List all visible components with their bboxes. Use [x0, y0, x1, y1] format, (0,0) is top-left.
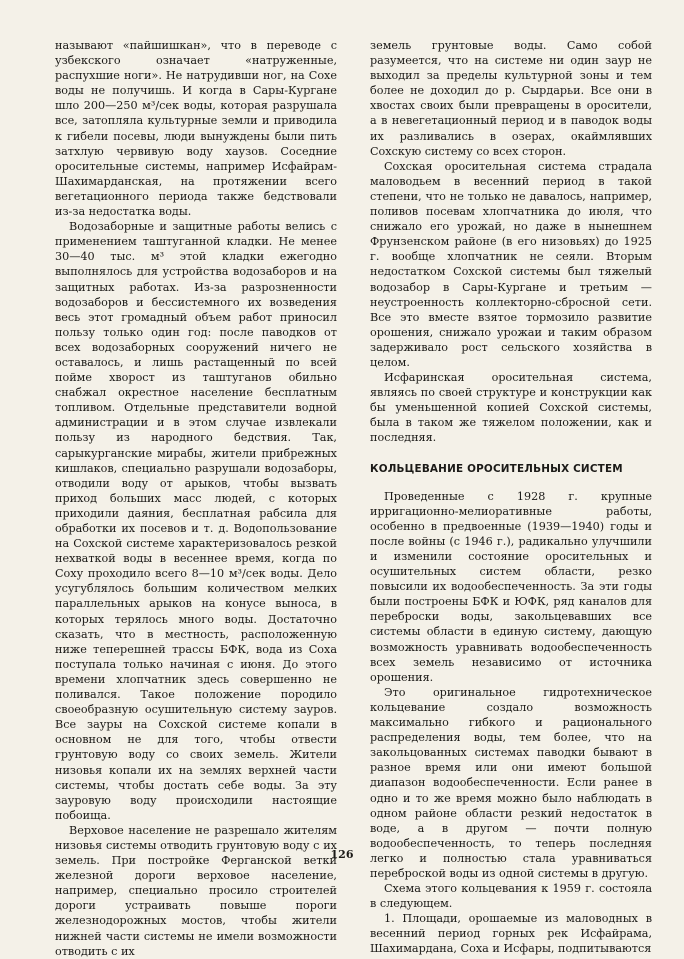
paragraph: Проведенные с 1928 г. крупные ирригационно-мелиоративные работы, особенно в предвоенные (1939—1940) годы и после войны (с 1946 г.), радикально улучшили и изменили состояние оросительных и осушительных систем области, резко повысили их водообеспеченность. За эти годы были построены БФК и ЮФК, ряд каналов для переброски воды, закольцевавших все системы области в единую систему, дающую возможность уравнивать водообеспеченность всех земель независимо от источника орошения.: [370, 489, 652, 684]
paragraph: Водозаборные и защитные работы велись с применением таштуганной кладки. Не менее 30—40 тыс. м³ этой кладки ежегодно выполнялось для устройства водозаборов и на защитных работах. Из-за разрозненности водозаборов и бессистемного их возведения весь этот громадный объем работ приносил пользу только один год: после паводков от всех водозаборных сооружений ничего не оставалось, и лишь растащенный по всей пойме хворост из таштуганов обильно снабжал окрестное население бесплатным топливом. Отдельные представители водной администрации и в этом случае извлекали пользу из народного бедствия. Так, сарыкурганские мирабы, жители прибрежных кишлаков, специально разрушали водозаборы, отводили воду от арыков, чтобы вызвать приход больших масс людей, с которых приходили даяния, бесплатная рабсила для обработки их посевов и т. д. Водопользование на Сохской системе характеризовалось резкой нехваткой воды в весеннее время, когда по Соху проходило всего 8—10 м³/сек воды. Дело усугублялось большим количеством мелких параллельных арыков на конусе выноса, в которых терялось много воды. Достаточно сказать, что в местность, расположенную ниже теперешней трассы БФК, вода из Соха поступала только начиная с июня. До этого времени хлопчатник здесь совершенно не поливался. Такое положение породило своеобразную осушительную систему зауров. Все зауры на Сохской системе копали в основном не для того, чтобы отвести грунтовую воду со своих земель. Жители низовья копали их на землях верхней части системы, чтобы достать себе воды. За эту зауровую воду происходили настоящие побоища.: [55, 220, 337, 822]
paragraph: называют «пайшишкан», что в переводе с узбекского означает «натруженные, распухшие ноги». Не натрудивши ног, на Сохе воды не получишь. И когда в Сары-Кургане шло 200—250 м³/сек воды, которая разрушала все, затопляла культурные земли и приводила к гибели посевы, люди вынуждены были пить затхлую червивую воду хаузов. Соседние оросительные системы, например Исфайрам-Шахимарданская, на протяжении всего вегетационного периода также бедствовали из-за недостатка воды.: [55, 39, 337, 219]
paragraph: Это оригинальное гидротехническое кольцевание создало возможность максимально гибкого и рационального распределения воды, тем более, что на закольцованных системах паводки бывают в разное время или они имеют большой диапазон водообеспеченности. Если ранее в одно и то же время можно было наблюдать в одном районе области резкий недостаток в воде, а в другом — почти полную водообеспеченность, то теперь последняя легко и полностью стала уравниваться переброской воды из одной системы в другую.: [370, 685, 652, 880]
left-column: [55, 38, 337, 959]
paragraph: Верховое население не разрешало жителям низовья системы отводить грунтовую воду с их земель. При постройке Ферганской ветки железной дороги верховое население, например, специально просило строителей дороги устраивать повыше пороги железнодорожных мостов, чтобы жители нижней части системы не имели возможности отводить с их: [55, 823, 337, 958]
paragraph: Сохская оросительная система страдала маловодьем в весенний период в такой степени, что не только не давалось, например, поливов посевам хлопчатника до июля, что снижало его урожай, но даже в нынешнем Фрунзенском районе (в его низовьях) до 1925 г. вообще хлопчатник не сеяли. Вторым недостатком Сохской системы был тяжелый водозабор в Сары-Кургане и третьим — неустроенность коллекторно-сбросной сети. Все это вместе взятое тормозило развитие орошения, снижало урожаи и таким образом задерживало рост сельского хозяйства в целом.: [370, 159, 652, 369]
paragraph: Исфаринская оросительная система, являясь по своей структуре и конструкции как бы уменьшенной копией Сохской системы, была в таком же тяжелом положении, как и последняя.: [370, 371, 652, 445]
page-number: 126: [330, 848, 354, 861]
section-heading: КОЛЬЦЕВАНИЕ ОРОСИТЕЛЬНЫХ СИСТЕМ: [370, 462, 623, 475]
right-column: [370, 38, 652, 957]
paragraph: Схема этого кольцевания к 1959 г. состояла в следующем.: [370, 882, 652, 911]
paragraph: земель грунтовые воды. Само собой разумеется, что на системе ни один заур не выходил за пределы культурной зоны и тем более не доходил до р. Сырдарьи. Все они в хвостах своих были превращены в оросители, а в невегетационный период и в паводок воды их разливались в озерах, окаймлявших Сохскую систему со всех сторон.: [370, 39, 652, 158]
paragraph: 1. Площади, орошаемые из маловодных в весенний период горных рек Исфайрама, Шахимардана, Соха и Исфары, подпитываются: [370, 912, 652, 956]
